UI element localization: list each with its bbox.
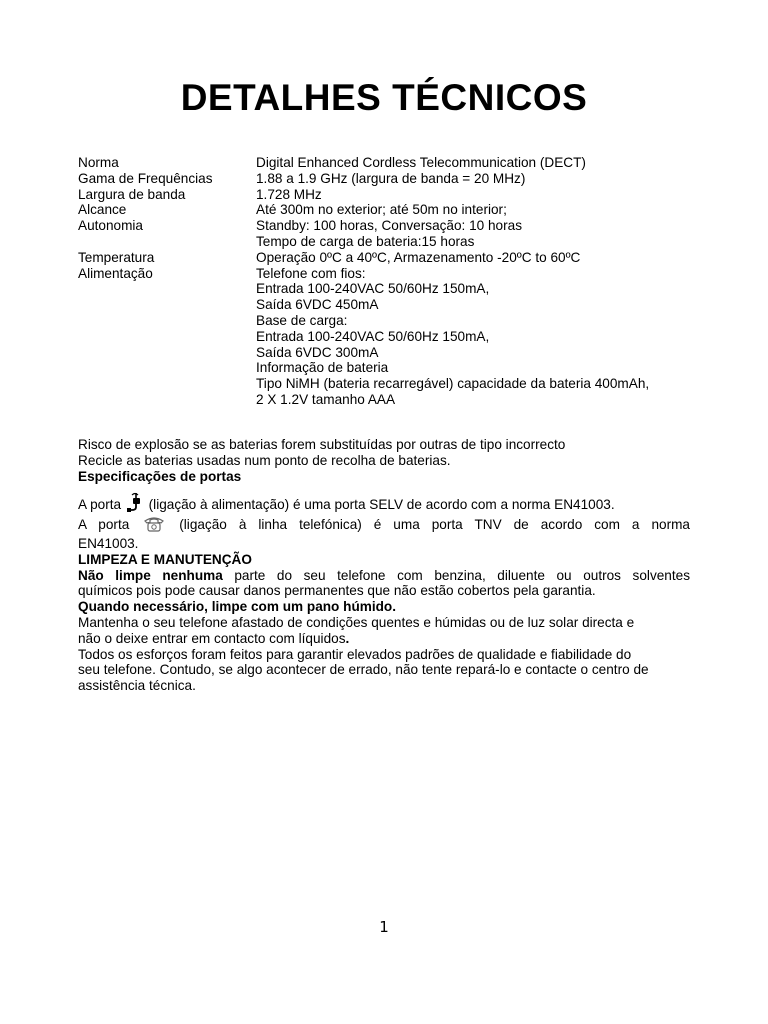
spec-value: Entrada 100-240VAC 50/60Hz 150mA, <box>256 328 490 344</box>
keep-line2 <box>78 631 690 647</box>
spec-value: Operação 0ºC a 40ºC, Armazenamento -20ºC to 60ºC <box>256 249 581 265</box>
no-clean-bold: Não limpe nenhuma <box>78 567 223 583</box>
power-plug-icon <box>127 492 143 516</box>
spec-value: Telefone com fios: <box>256 265 366 281</box>
efforts-line2: seu telefone. Contudo, se algo acontecer de errado, não tente repará-lo e contacte o centro de <box>78 662 649 678</box>
when-needed: Quando necessário, limpe com um pano húmido. <box>78 599 396 615</box>
spec-label: Alcance <box>78 202 127 218</box>
spec-label <box>78 329 256 345</box>
spec-row <box>78 171 698 187</box>
spec-label <box>78 281 256 297</box>
spec-row <box>78 345 698 361</box>
spec-label <box>78 392 256 408</box>
keep-line2-period: . <box>345 630 350 646</box>
keep-line2-text: não o deixe entrar em contacto com líquidos <box>78 630 346 646</box>
power-port-line <box>78 492 690 516</box>
spec-value: Entrada 100-240VAC 50/60Hz 150mA, <box>256 281 490 297</box>
spec-label <box>78 345 256 361</box>
body-text <box>78 437 690 694</box>
spec-label: Alimentação <box>78 265 153 281</box>
line-port-line <box>78 516 690 536</box>
spec-row <box>78 329 698 345</box>
line-port-text: (ligação à linha telefónica) é uma porta TNV de acordo com a norma <box>179 517 690 533</box>
keep-line1: Mantenha o seu telefone afastado de condições quentes e húmidas ou de luz solar directa e <box>78 614 635 630</box>
spec-label: Gama de Frequências <box>78 170 213 186</box>
spec-value: Saída 6VDC 450mA <box>256 297 379 313</box>
spec-label <box>78 360 256 376</box>
no-clean-text: parte do seu telefone com benzina, diluente ou outros solventes <box>234 567 690 583</box>
spec-value: Tempo de carga de bateria:15 horas <box>256 233 475 249</box>
ports-heading: Especificações de portas <box>78 468 242 484</box>
no-clean-line1 <box>78 568 690 584</box>
efforts-line1: Todos os esforços foram feitos para garantir elevados padrões de qualidade e fiabilidade do <box>78 646 632 662</box>
power-port-prefix: A porta <box>78 497 122 513</box>
spec-row <box>78 187 698 203</box>
efforts-line3: assistência técnica. <box>78 678 196 694</box>
line-port-prefix: A porta <box>78 517 130 533</box>
spec-label <box>78 297 256 313</box>
spec-row <box>78 218 698 234</box>
spec-row <box>78 376 698 392</box>
spec-row <box>78 266 698 282</box>
no-clean-line2: químicos pois pode causar danos permanentes que não estão cobertos pela garantia. <box>78 583 596 599</box>
spec-row <box>78 392 698 408</box>
spec-value: Digital Enhanced Cordless Telecommunication (DECT) <box>256 155 586 170</box>
spec-row <box>78 250 698 266</box>
line-port-text-end: EN41003. <box>78 535 139 551</box>
spec-value: Informação de bateria <box>256 360 389 376</box>
recycle-note: Recicle as baterias usadas num ponto de recolha de baterias. <box>78 452 451 468</box>
spec-value: Standby: 100 horas, Conversação: 10 horas <box>256 218 523 234</box>
spec-value: Base de carga: <box>256 312 348 328</box>
maintenance-heading: LIMPEZA E MANUTENÇÃO <box>78 551 252 567</box>
spec-table <box>78 155 698 408</box>
page-number: 1 <box>379 918 389 936</box>
spec-row <box>78 234 698 250</box>
spec-label: Autonomia <box>78 218 143 234</box>
explosion-warning: Risco de explosão se as baterias forem substituídas por outras de tipo incorrecto <box>78 437 566 452</box>
spec-value: 2 X 1.2V tamanho AAA <box>256 391 396 407</box>
spec-label <box>78 234 256 250</box>
spec-label: Temperatura <box>78 249 155 265</box>
spec-row <box>78 202 698 218</box>
spec-value: 1.728 MHz <box>256 186 322 202</box>
spec-value: Saída 6VDC 300mA <box>256 344 379 360</box>
spec-label: Norma <box>78 155 119 170</box>
spec-label <box>78 313 256 329</box>
power-port-text: (ligação à alimentação) é uma porta SELV de acordo com a norma EN41003. <box>148 497 615 513</box>
spec-row <box>78 281 698 297</box>
spec-row <box>78 313 698 329</box>
spec-value: 1.88 a 1.9 GHz (largura de banda = 20 MHz) <box>256 170 526 186</box>
spec-value: Tipo NiMH (bateria recarregável) capacidade da bateria 400mAh, <box>256 376 650 392</box>
page-title: DETALHES TÉCNICOS <box>180 77 588 118</box>
spec-label: Largura de banda <box>78 186 186 202</box>
spec-value: Até 300m no exterior; até 50m no interior; <box>256 202 507 218</box>
spec-row <box>78 155 698 171</box>
spec-row <box>78 297 698 313</box>
telephone-icon <box>143 516 165 536</box>
spec-row <box>78 360 698 376</box>
spec-label <box>78 376 256 392</box>
